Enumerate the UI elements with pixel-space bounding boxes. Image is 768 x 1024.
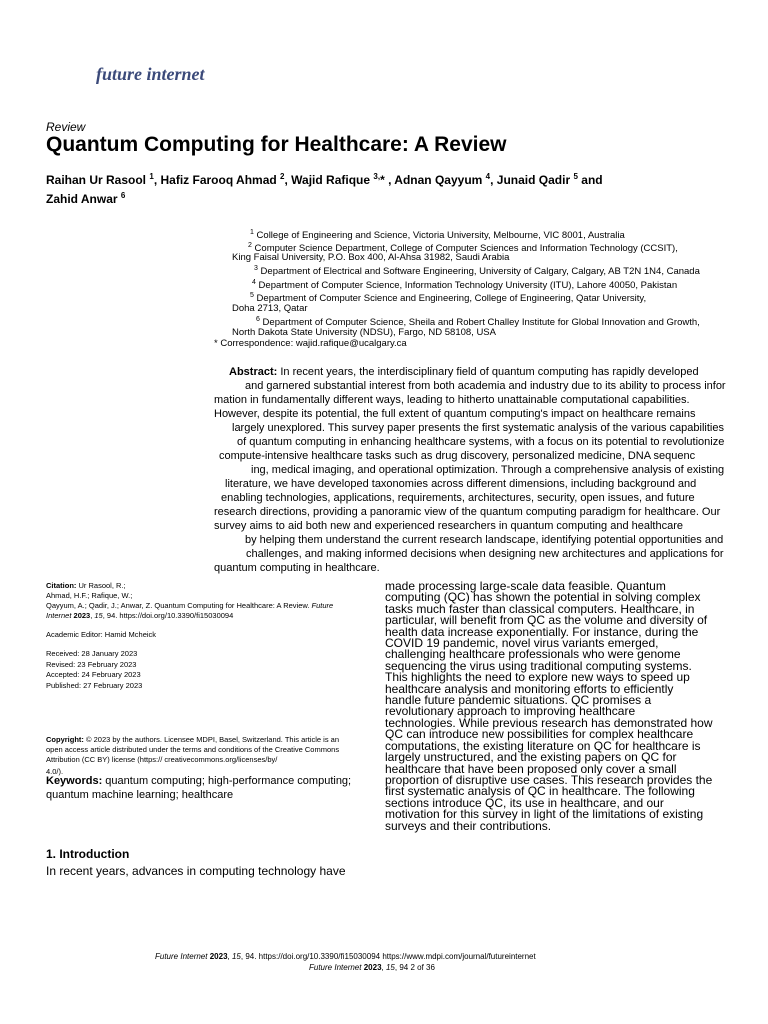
footer-year: 2023 [363, 963, 382, 972]
date-accepted: Accepted: 24 February 2023 [46, 670, 141, 679]
footer-line-2: Future Internet 2023, 15, 94 2 of 36 [309, 963, 435, 972]
citation-line: Internet 2023, 15, 94. https://doi.org/10.3390/fi15030094 [46, 611, 234, 620]
citation-journal: Future [311, 601, 334, 610]
keywords [46, 775, 351, 802]
affiliation-text: King Faisal University, P.O. Box 400, Al-Ahsa 31982, Saudi Arabia [232, 252, 510, 263]
copyright-text: © 2023 by the authors. Licensee MDPI, Basel, Switzerland. This article is an [83, 735, 340, 744]
correspondence-text: * Correspondence: wajid.rafique@ucalgary.ca [214, 338, 407, 349]
body-line: particular, will benefit from QC as the volume and diversity of [385, 613, 708, 628]
body-line: proportion of disruptive use cases. This research provides the [385, 772, 713, 787]
citation-text: Ur Rasool, R.; [76, 581, 126, 590]
copyright-line: 4.0/). [46, 767, 64, 776]
author-line-1 [46, 169, 646, 188]
body-line: healthcare that have been proposed only cover a small [385, 761, 677, 776]
affiliation-sup: 1 [250, 229, 254, 236]
citation-volume: 15 [94, 611, 103, 620]
abstract-line [229, 365, 699, 379]
copyright-line: Attribution (CC BY) license (https:// creativecommons.org/licenses/by/ [46, 755, 278, 764]
abstract-line: survey aims to aid both new and experienced researchers in quantum computing and healthcare [214, 520, 683, 532]
author-affil-sup: 3, [373, 172, 381, 181]
date-received: Received: 28 January 2023 [46, 649, 138, 658]
citation-line [46, 581, 126, 591]
affiliation-text: Department of Computer Science, Sheila and Robert Challey Institute for Global Innovation and Growth, [259, 317, 700, 329]
body-line: sections introduce QC, its use in healthcare, and our [385, 795, 664, 810]
footer-line-1: Future Internet 2023, 15, 94. https://doi.org/10.3390/fi15030094 https://www.mdpi.com/journal/futureinternet [155, 952, 536, 961]
author-name: , Wajid Rafique [284, 173, 374, 187]
author-list [46, 169, 646, 207]
intro-paragraph: In recent years, advances in computing technology have [46, 864, 346, 878]
abstract-line: mation in fundamentally different ways, leading to hitherto unattainable computational capabilities. [214, 394, 690, 406]
affiliation-sup: 3 [254, 265, 258, 272]
abstract-line: challenges, and making informed decisions when designing new architectures and applications for [246, 548, 724, 560]
author-name: Raihan Ur Rasool [46, 173, 150, 187]
author-name: and [577, 173, 603, 187]
author-affil-sup: 2 [280, 172, 285, 181]
body-line: challenging healthcare professionals who were genome [385, 647, 681, 662]
body-line: motivation for this survey in light of the limitations of existing [385, 807, 704, 822]
body-line: largely unstructured, and the existing papers on QC for [385, 750, 677, 765]
abstract-line: However, despite its potential, the full extent of quantum computing's impact on healthcare remains [214, 408, 696, 420]
body-line: health data increase exponentially. For instance, during the [385, 624, 699, 639]
author-name: * , Adnan Qayyum [380, 173, 486, 187]
citation-line [46, 601, 333, 611]
abstract-line: literature, we have developed taxonomies across different dimensions, including background and [225, 478, 697, 490]
citation-journal: Internet [46, 611, 72, 620]
abstract-line: research directions, providing a panoramic view of the quantum computing paradigm for healthcare. Our [214, 506, 721, 518]
body-column [385, 581, 735, 832]
author-name: , Junaid Qadir [490, 173, 574, 187]
abstract-text: In recent years, the interdisciplinary field of quantum computing has rapidly developed [277, 366, 699, 378]
body-line: healthcare analysis and monitoring efforts to efficiently [385, 681, 674, 696]
date-published: Published: 27 February 2023 [46, 681, 143, 690]
body-line: This highlights the need to explore new ways to speed up [385, 670, 690, 685]
abstract-line: compute-intensive healthcare tasks such as drug discovery, personalized medicine, DNA sequenc [219, 450, 696, 462]
affiliation-text: Doha 2713, Qatar [232, 303, 308, 314]
author-affil-sup: 5 [573, 172, 578, 181]
abstract-line: by helping them understand the current research landscape, identifying potential opportunities and [245, 534, 724, 546]
author-affil-sup: 4 [485, 172, 491, 181]
body-line: technologies. While previous research has demonstrated how [385, 715, 713, 730]
affiliation-text: Department of Computer Science and Engineering, College of Engineering, Qatar University, [253, 293, 647, 305]
body-line: surveys and their contributions. [385, 818, 552, 833]
affiliation-text: College of Engineering and Science, Victoria University, Melbourne, VIC 8001, Australia [253, 230, 625, 242]
citation-label: Citation: [46, 581, 77, 590]
article-type-label: Review [46, 120, 86, 134]
affiliation-text: Department of Computer Science, Information Technology University (ITU), Lahore 40050, Pakistan [255, 280, 678, 292]
footer-volume: 15 [231, 952, 241, 961]
keywords-text: quantum computing; high-performance computing; [102, 775, 352, 787]
body-line: revolutionary approach to improving healthcare [385, 704, 636, 719]
affiliation-sup: 5 [250, 292, 254, 299]
affiliation-text: Computer Science Department, College of Computer Sciences and Information Technology (CCSIT), [251, 243, 678, 255]
body-line: QC can introduce new possibilities for complex healthcare [385, 727, 694, 742]
body-line: tasks much faster than classical computers. Healthcare, in [385, 601, 695, 616]
journal-logo: future internet [96, 64, 205, 84]
abstract-label: Abstract: [229, 366, 278, 378]
body-line: made processing large-scale data feasible. Quantum [385, 579, 666, 593]
footer-volume: 15 [385, 963, 395, 972]
copyright-line: open access article distributed under the terms and conditions of the Creative Commons [46, 745, 340, 754]
affiliation-text: North Dakota State University (NDSU), Fargo, ND 58108, USA [232, 327, 496, 338]
body-line: handle future pandemic situations. QC promises a [385, 693, 652, 708]
author-name: , Hafiz Farooq Ahmad [153, 173, 281, 187]
footer-year: 2023 [209, 952, 228, 961]
abstract-line: quantum computing in healthcare. [214, 562, 380, 574]
abstract-line: largely unexplored. This survey paper presents the first systematic analysis of the various capabilities [232, 422, 724, 434]
citation-line: Ahmad, H.F.; Rafique, W.; [46, 591, 133, 600]
affiliation-5 [250, 290, 646, 305]
citation-text: Qayyum, A.; Qadir, J.; Anwar, Z. Quantum Computing for Healthcare: A Review. [46, 601, 312, 610]
affiliation-3 [254, 263, 700, 278]
abstract-line: and garnered substantial interest from both academia and industry due to its ability to process infor [245, 380, 726, 392]
footer-journal: Future Internet [309, 963, 362, 972]
footer-page-number: , 94 2 of 36 [394, 963, 435, 972]
citation-year: 2023 [73, 611, 91, 620]
academic-editor: Academic Editor: Hamid Mcheick [46, 630, 157, 639]
affiliation-text: Department of Electrical and Software Engineering, University of Calgary, Calgary, AB T2N 1N4, Canada [257, 266, 700, 278]
abstract-line: enabling technologies, applications, requirements, architectures, security, open issues, and future [221, 492, 695, 504]
author-affil-sup: 1 [149, 172, 154, 181]
paper-title: Quantum Computing for Healthcare: A Review [46, 133, 507, 156]
keywords-line [46, 775, 351, 789]
affiliation-sup: 6 [256, 316, 260, 323]
date-revised: Revised: 23 February 2023 [46, 660, 137, 669]
body-line: first systematic analysis of QC in healthcare. The following [385, 784, 695, 799]
body-line: computations, the existing literature on QC for healthcare is [385, 738, 701, 753]
section-heading-introduction: 1. Introduction [46, 847, 130, 861]
citation-doi[interactable]: , 94. https://doi.org/10.3390/fi15030094 [102, 611, 234, 620]
body-line: COVID 19 pandemic, novel virus variants emerged, [385, 636, 659, 651]
footer-journal: Future Internet [155, 952, 208, 961]
body-line: computing (QC) has shown the potential in solving complex [385, 590, 701, 605]
abstract-line: ing, medical imaging, and operational optimization. Through a comprehensive analysis of existing [251, 464, 725, 476]
body-line: sequencing the virus using traditional computing systems. [385, 658, 692, 673]
correspondence [214, 338, 407, 350]
abstract-line: of quantum computing in enhancing healthcare systems, with a focus on its potential to revolutionize [237, 436, 725, 448]
affiliation-sup: 2 [248, 242, 252, 249]
keywords-line: quantum machine learning; healthcare [46, 788, 234, 801]
footer-links[interactable]: , 94. https://doi.org/10.3390/fi15030094 https://www.mdpi.com/journal/futureinternet [240, 952, 536, 961]
author-affil-sup: 6 [120, 191, 126, 200]
affiliation-sup: 4 [252, 279, 256, 286]
author-line-2 [46, 188, 646, 207]
keywords-label: Keywords: [46, 775, 103, 787]
copyright-label: Copyright: [46, 735, 84, 744]
author-name: Zahid Anwar [46, 192, 121, 206]
copyright-line [46, 735, 339, 745]
